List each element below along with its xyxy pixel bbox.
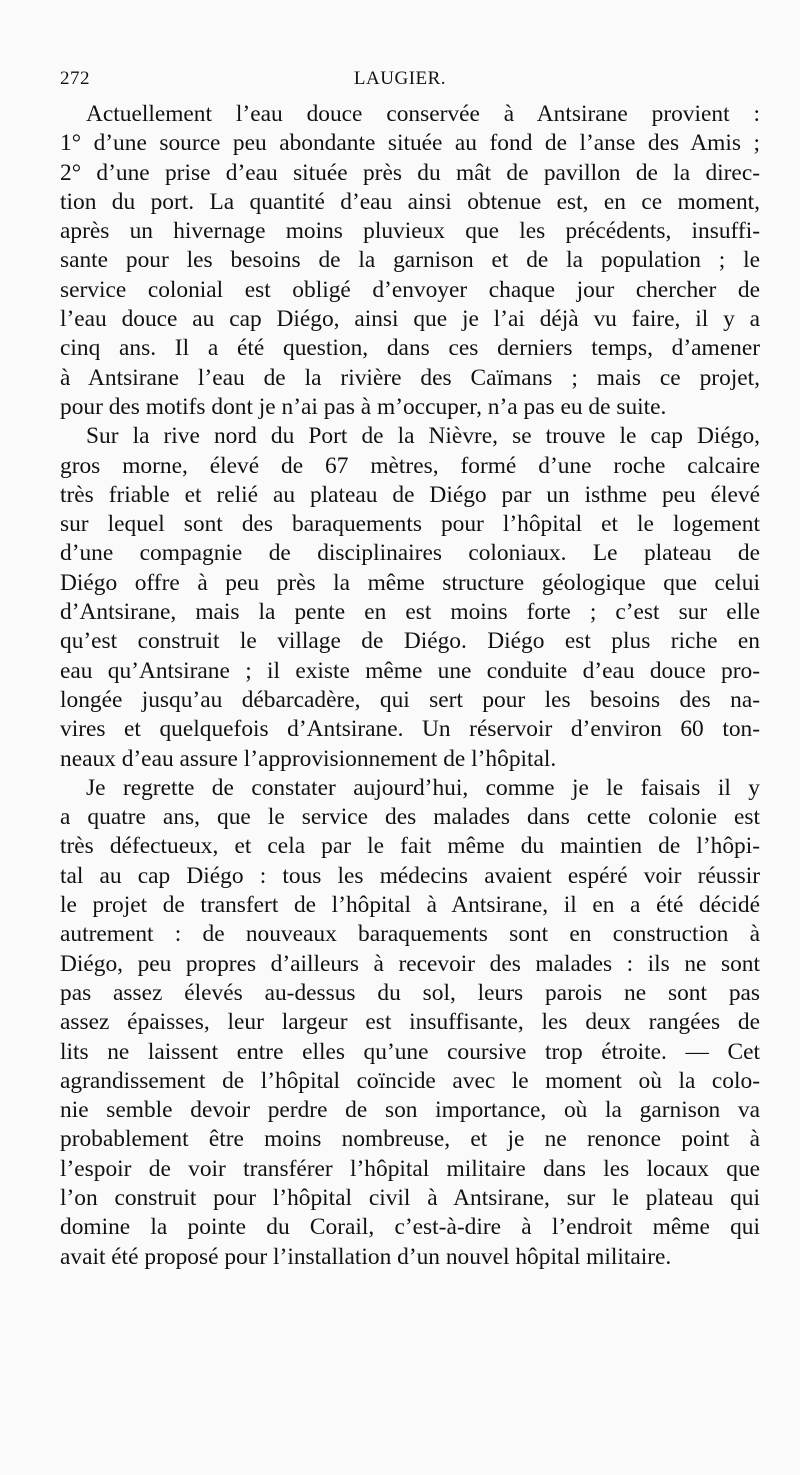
text-line: sur lequel sont des baraquements pour l’hôpital et le logement <box>60 511 760 538</box>
text-line: 2° d’une prise d’eau située près du mât de pavillon de la direc- <box>60 159 760 186</box>
text-line: agrandissement de l’hôpital coïncide avec le moment où la colo- <box>60 1067 760 1094</box>
text-line: assez épaisses, leur largeur est insuffisante, les deux rangées de <box>60 1009 760 1036</box>
text-line: domine la pointe du Corail, c’est-à-dire à l’endroit même qui <box>60 1214 760 1241</box>
text-line: longée jusqu’au débarcadère, qui sert pour les besoins des na- <box>60 686 760 713</box>
text-line: l’eau douce au cap Diégo, ainsi que je l’ai déjà vu faire, il y a <box>60 306 760 333</box>
text-line: 1° d’une source peu abondante située au fond de l’anse des Amis ; <box>60 130 760 157</box>
text-line: l’on construit pour l’hôpital civil à Antsirane, sur le plateau qui <box>60 1184 760 1211</box>
paragraph <box>60 100 760 422</box>
paragraph <box>60 422 760 774</box>
text-line: d’Antsirane, mais la pente en est moins forte ; c’est sur elle <box>60 599 760 626</box>
text-line: pour des motifs dont je n’ai pas à m’occuper, n’a pas eu de suite. <box>60 393 667 420</box>
text-line: nie semble devoir perdre de son importance, où la garnison va <box>60 1097 760 1124</box>
text-line: Actuellement l’eau douce conservée à Antsirane provient : <box>86 101 760 127</box>
text-line: qu’est construit le village de Diégo. Diégo est plus riche en <box>60 628 760 655</box>
text-line: Je regrette de constater aujourd’hui, comme je le faisais il y <box>86 774 760 801</box>
text-line: pas assez élevés au-dessus du sol, leurs parois ne sont pas <box>60 979 760 1006</box>
text-line: l’espoir de voir transférer l’hôpital militaire dans les locaux que <box>60 1155 760 1182</box>
text-line: avait été proposé pour l’installation d’un nouvel hôpital militaire. <box>60 1243 672 1270</box>
text-line: a quatre ans, que le service des malades dans cette colonie est <box>60 804 760 831</box>
text-line: neaux d’eau assure l’approvisionnement de l’hôpital. <box>60 745 557 772</box>
text-line: très défectueux, et cela par le fait même du maintien de l’hôpi- <box>60 833 760 860</box>
text-line: sante pour les besoins de la garnison et de la population ; le <box>60 247 760 274</box>
text-line: tion du port. La quantité d’eau ainsi obtenue est, en ce moment, <box>60 188 760 215</box>
text-line: cinq ans. Il a été question, dans ces derniers temps, d’amener <box>60 335 760 362</box>
text-line: probablement être moins nombreuse, et je ne renonce point à <box>60 1126 760 1153</box>
running-head: LAUGIER. <box>353 68 447 89</box>
text-line: autrement : de nouveaux baraquements sont en construction à <box>60 921 760 948</box>
text-line: gros morne, élevé de 67 mètres, formé d’une roche calcaire <box>60 452 760 479</box>
text-line: tal au cap Diégo : tous les médecins avaient espéré voir réussir <box>60 862 760 889</box>
page-number: 272 <box>60 68 90 89</box>
text-line: le projet de transfert de l’hôpital à Antsirane, il en a été décidé <box>60 892 760 919</box>
text-line: à Antsirane l’eau de la rivière des Caïmans ; mais ce projet, <box>60 364 760 391</box>
text-line: après un hivernage moins pluvieux que les précédents, insuffi- <box>60 218 760 245</box>
body-text <box>60 100 760 1272</box>
text-line: service colonial est obligé d’envoyer chaque jour chercher de <box>60 276 760 303</box>
text-line: eau qu’Antsirane ; il existe même une conduite d’eau douce pro- <box>60 657 760 684</box>
paragraph <box>60 774 760 1272</box>
text-line: lits ne laissent entre elles qu’une coursive trop étroite. — Cet <box>60 1038 760 1065</box>
text-line: Diégo, peu propres d’ailleurs à recevoir des malades : ils ne sont <box>60 950 760 977</box>
text-line: d’une compagnie de disciplinaires coloniaux. Le plateau de <box>60 540 760 567</box>
text-line: Diégo offre à peu près la même structure géologique que celui <box>60 569 760 596</box>
page-header <box>58 68 742 92</box>
text-line: très friable et relié au plateau de Diégo par un isthme peu élevé <box>60 481 760 508</box>
text-line: vires et quelquefois d’Antsirane. Un réservoir d’environ 60 ton- <box>60 716 760 743</box>
text-line: Sur la rive nord du Port de la Nièvre, se trouve le cap Diégo, <box>86 423 760 450</box>
